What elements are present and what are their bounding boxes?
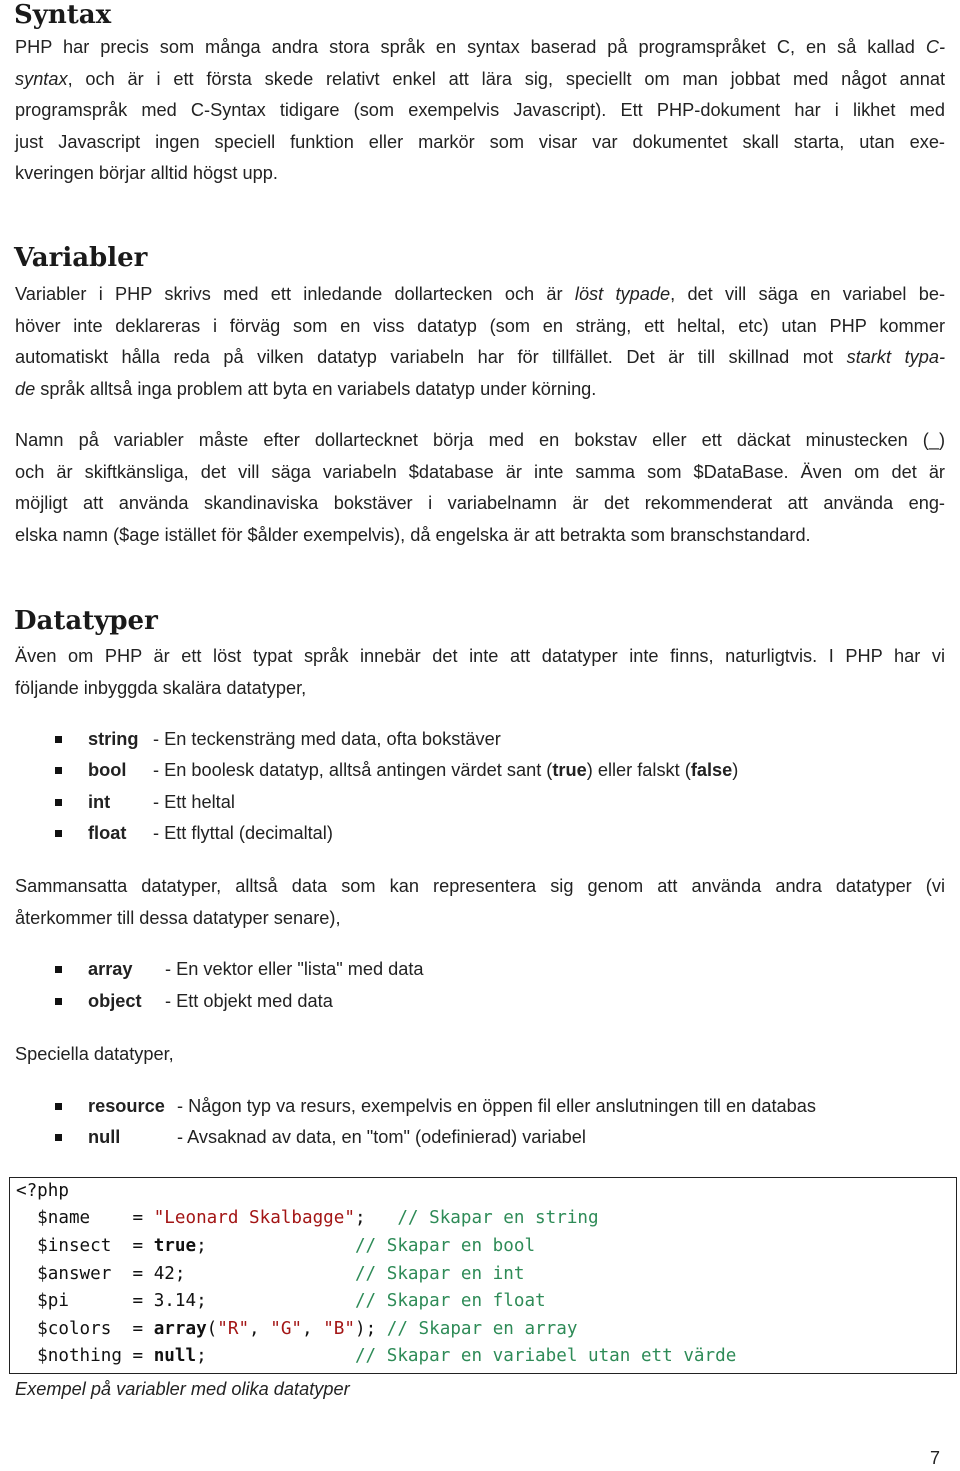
bullet-square-icon	[55, 736, 62, 743]
variabler-paragraph-2	[15, 425, 945, 551]
text-line: och är skiftkänsliga, det vill säga variabeln $database är inte samma som $DataBase. Även om det är	[15, 461, 945, 482]
text-line: programspråk med C-Syntax tidigare (som exempelvis Javascript). Ett PHP-dokument har i likhet med	[15, 100, 945, 120]
text-line: Sammansatta datatyper, alltså data som kan representera sig genom att använda andra datatyper (vi	[15, 876, 945, 896]
section-heading-datatyper: Datatyper	[14, 606, 158, 636]
code-line-nothing: $nothing = null; // Skapar en variabel utan ett värde	[16, 1346, 737, 1366]
bullet-square-icon	[55, 1103, 62, 1110]
datatyper-intro	[15, 641, 945, 704]
text-line: följande inbyggda skalära datatyper,	[15, 677, 307, 698]
text-line: Namn på variabler måste efter dollartecknet börja med en bokstav eller ett däckat minustecken (_)	[15, 430, 945, 450]
special-intro	[15, 1039, 945, 1071]
text-line: syntax, och är i ett första skede relativt enkel att lära sig, speciellt om man jobbat med något annat	[15, 68, 945, 89]
text-line: möjligt att använda skandinaviska bokstäver i variabelnamn är det rekommenderat att använda eng-	[15, 493, 945, 513]
code-line-name: $name = "Leonard Skalbagge"; // Skapar en string	[16, 1208, 599, 1228]
bullet-square-icon	[55, 1134, 62, 1141]
bullet-square-icon	[55, 966, 62, 973]
bullet-square-icon	[55, 799, 62, 806]
page-number: 7	[930, 1448, 941, 1468]
section-heading-syntax: Syntax	[14, 0, 112, 30]
bullet-square-icon	[55, 767, 62, 774]
bullet-square-icon	[55, 830, 62, 837]
variabler-paragraph-1	[15, 279, 945, 405]
code-line-colors: $colors = array("R", "G", "B"); // Skapar en array	[16, 1319, 578, 1339]
text-line: automatiskt hålla reda på vilken datatyp variabeln har för tillfället. Det är till skillnad mot starkt typa-	[15, 347, 946, 367]
text-line: de språk alltså inga problem att byta en variabels datatyp under körning.	[15, 378, 597, 399]
text-line: återkommer till dessa datatyper senare),	[15, 907, 341, 928]
code-line-insect: $insect = true; // Skapar en bool	[16, 1236, 536, 1256]
text-line: Även om PHP är ett löst typat språk innebär det inte att datatyper inte finns, naturligtvis. I PHP har vi	[15, 646, 945, 666]
text-line: just Javascript ingen speciell funktion eller markör som visar var dokumentet skall starta, utan exe-	[15, 131, 945, 152]
text-line: elska namn ($age istället för $ålder exempelvis), då engelska är att betrakta som branschstandard.	[15, 524, 811, 545]
section-heading-variabler: Variabler	[14, 243, 148, 273]
text-line: kveringen börjar alltid högst upp.	[15, 163, 278, 183]
text-line: Variabler i PHP skrivs med ett inledande dollartecken och är löst typade, det vill säga en variabel be-	[15, 284, 946, 304]
syntax-paragraph	[15, 32, 945, 190]
text-line: Speciella datatyper,	[15, 1044, 174, 1064]
code-line-open-tag: <?php	[16, 1181, 69, 1201]
bullet-square-icon	[55, 998, 62, 1005]
text-line: höver inte deklareras i förväg som en viss datatyp (som en sträng, ett heltal, etc) utan PHP kommer	[15, 315, 945, 336]
code-line-pi: $pi = 3.14; // Skapar en float	[16, 1291, 546, 1311]
code-line-answer: $answer = 42; // Skapar en int	[16, 1264, 525, 1284]
text-line: PHP har precis som många andra stora språk en syntax baserad på programspråket C, en så kallad C-	[15, 37, 946, 57]
compound-intro	[15, 871, 945, 934]
code-caption: Exempel på variabler med olika datatyper	[15, 1379, 350, 1399]
